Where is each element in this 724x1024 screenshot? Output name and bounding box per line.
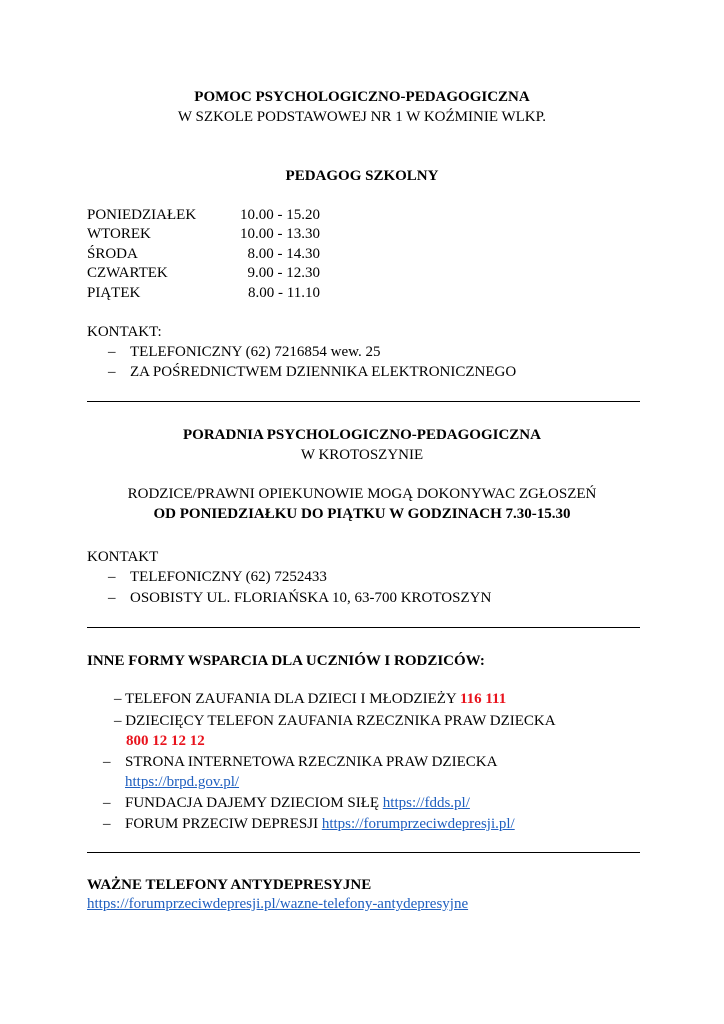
schedule-hours: 10.00 - 13.30 <box>240 226 320 242</box>
page-subtitle: W SZKOLE PODSTAWOWEJ NR 1 W KOŹMINIE WLKP. <box>177 109 547 125</box>
dash-bullet: – <box>103 816 111 832</box>
contact-phone: TELEFONICZNY (62) 7216854 wew. 25 <box>130 344 381 360</box>
list-item <box>103 815 515 834</box>
schedule-hours: 8.00 - 14.30 <box>247 246 320 262</box>
schedule-day: PIĄTEK <box>87 285 141 301</box>
helpline-number: 116 111 <box>459 691 507 707</box>
divider <box>87 852 640 853</box>
list-item <box>103 753 497 772</box>
support-item-text: FORUM PRZECIW DEPRESJI <box>125 816 322 832</box>
schedule-hours: 8.00 - 11.10 <box>248 285 320 301</box>
brpd-link-text[interactable]: https://brpd.gov.pl/ <box>125 774 240 790</box>
list-item <box>108 589 491 608</box>
poradnia-subheading: W KROTOSZYNIE <box>300 447 424 463</box>
brpd-link[interactable] <box>125 773 239 792</box>
schedule-day: WTOREK <box>87 226 151 242</box>
support-item-text: STRONA INTERNETOWA RZECZNIKA PRAW DZIECKA <box>125 754 498 770</box>
support-heading: INNE FORMY WSPARCIA DLA UCZNIÓW I RODZICÓW: <box>87 653 485 669</box>
fdds-link[interactable]: https://fdds.pl/ <box>382 795 470 811</box>
dash-bullet: – <box>103 754 111 770</box>
pedagog-heading: PEDAGOG SZKOLNY <box>285 168 439 184</box>
schedule-day: PONIEDZIAŁEK <box>87 207 197 223</box>
contact-e-journal: ZA POŚREDNICTWEM DZIENNIKA ELEKTRONICZNEGO <box>130 364 517 380</box>
pedagog-contact-label: KONTAKT: <box>87 324 162 340</box>
dash-bullet: – <box>103 795 111 811</box>
dash-bullet: – <box>108 364 116 380</box>
list-item <box>108 568 327 587</box>
forum-link[interactable]: https://forumprzeciwdepresji.pl/ <box>321 816 515 832</box>
list-item <box>103 794 470 813</box>
dash-bullet: – <box>114 713 122 729</box>
list-item <box>108 363 516 382</box>
dash-bullet: – <box>114 691 122 707</box>
page-title: POMOC PSYCHOLOGICZNO-PEDAGOGICZNA <box>194 89 530 105</box>
support-item-text: FUNDACJA DAJEMY DZIECIOM SIŁĘ <box>125 795 383 811</box>
dash-bullet: – <box>108 344 116 360</box>
divider <box>87 401 640 402</box>
poradnia-hours: OD PONIEDZIAŁKU DO PIĄTKU W GODZINACH 7.30-15.30 <box>153 506 571 522</box>
schedule-hours: 10.00 - 15.20 <box>240 207 320 223</box>
support-item-text: TELEFON ZAUFANIA DLA DZIECI I MŁODZIEŻY <box>124 691 460 707</box>
antidepression-link[interactable]: https://forumprzeciwdepresji.pl/wazne-telefony-antydepresyjne <box>87 896 469 912</box>
dash-bullet: – <box>108 590 116 606</box>
antidepression-link-row <box>87 895 468 914</box>
contact-address: OSOBISTY UL. FLORIAŃSKA 10, 63-700 KROTOSZYN <box>130 590 492 606</box>
list-item <box>108 343 381 362</box>
poradnia-contact-label: KONTAKT <box>87 549 159 565</box>
schedule-day: CZWARTEK <box>87 265 168 281</box>
divider <box>87 627 640 628</box>
antidepression-heading: WAŻNE TELEFONY ANTYDEPRESYJNE <box>87 877 372 893</box>
schedule-day: ŚRODA <box>87 246 138 262</box>
schedule-hours: 9.00 - 12.30 <box>247 265 320 281</box>
helpline-number: 800 12 12 12 <box>126 733 205 749</box>
poradnia-heading: PORADNIA PSYCHOLOGICZNO-PEDAGOGICZNA <box>183 427 541 443</box>
list-item <box>114 712 556 731</box>
list-item <box>114 690 506 709</box>
support-item-text: DZIECIĘCY TELEFON ZAUFANIA RZECZNIKA PRAW DZIECKA <box>125 713 556 729</box>
dash-bullet: – <box>108 569 116 585</box>
contact-phone: TELEFONICZNY (62) 7252433 <box>130 569 327 585</box>
poradnia-note: RODZICE/PRAWNI OPIEKUNOWIE MOGĄ DOKONYWAC ZGŁOSZEŃ <box>127 486 597 502</box>
